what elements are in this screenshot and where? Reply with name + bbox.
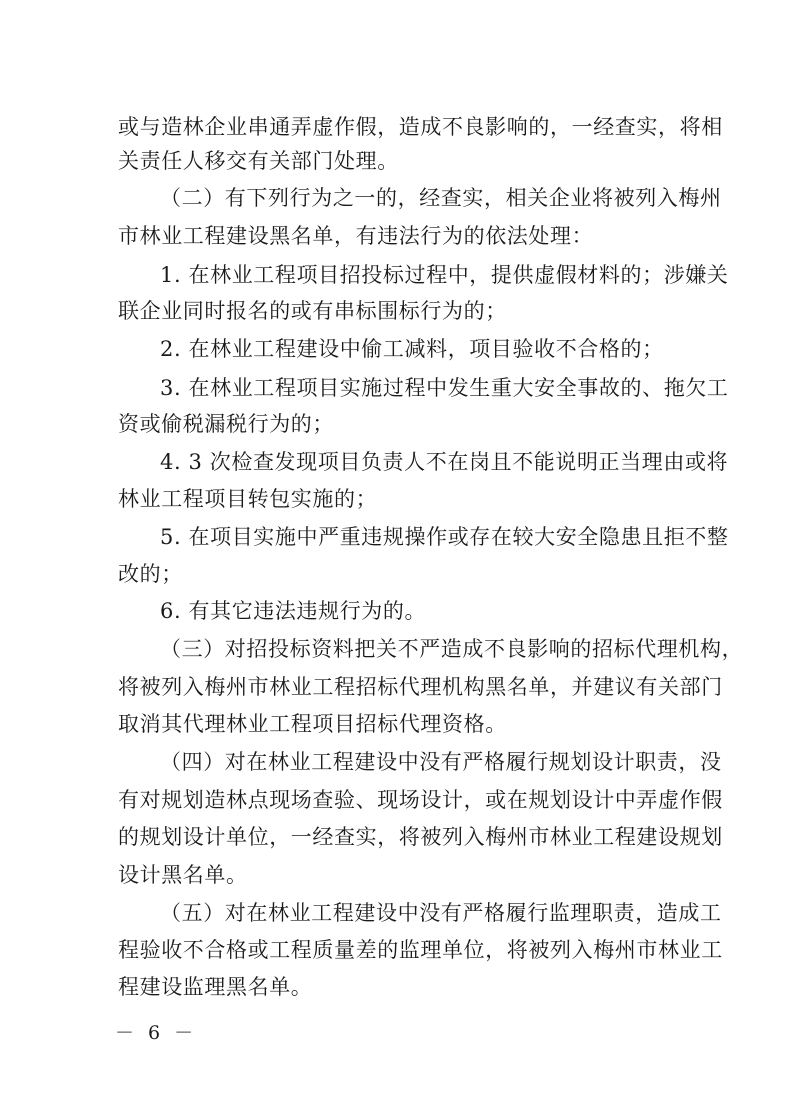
text-line: 林业工程项目转包实施的；: [118, 487, 378, 511]
text-line: （三）对招投标资料把关不严造成不良影响的招标代理机构，: [160, 637, 744, 661]
text-line: 联企业同时报名的或有串标围标行为的；: [118, 299, 507, 323]
text-line: 资或偷税漏税行为的；: [118, 412, 334, 436]
text-line: 市林业工程建设黑名单，有违法行为的依法处理：: [118, 224, 594, 248]
text-line: 取消其代理林业工程项目招标代理资格。: [118, 712, 507, 736]
text-line: 2. 在林业工程建设中偷工减料，项目验收不合格的；: [160, 337, 664, 361]
text-line: 5. 在项目实施中严重违规操作或存在较大安全隐患且拒不整: [160, 525, 729, 549]
text-line: 6. 有其它违法违规行为的。: [160, 599, 427, 623]
text-line: 的规划设计单位，一经查实，将被列入梅州市林业工程建设规划: [118, 825, 723, 849]
text-line: 有对规划造林点现场查验、现场设计，或在规划设计中弄虚作假: [118, 788, 723, 812]
text-line: 将被列入梅州市林业工程招标代理机构黑名单，并建议有关部门: [118, 675, 723, 699]
text-line: 程建设监理黑名单。: [118, 975, 313, 999]
text-line: 程验收不合格或工程质量差的监理单位，将被列入梅州市林业工: [118, 938, 723, 962]
text-line: 关责任人移交有关部门处理。: [118, 149, 399, 173]
text-line: 4. 3 次检查发现项目负责人不在岗且不能说明正当理由或将: [160, 450, 729, 474]
text-line: （四）对在林业工程建设中没有严格履行规划设计职责，没: [160, 750, 722, 774]
text-line: 或与造林企业串通弄虚作假，造成不良影响的，一经查实，将相: [118, 115, 723, 139]
text-line: 3. 在林业工程项目实施过程中发生重大安全事故的、拖欠工: [160, 376, 729, 400]
text-line: 1. 在林业工程项目招投标过程中，提供虚假材料的；涉嫌关: [160, 263, 729, 287]
text-line: （五）对在林业工程建设中没有严格履行监理职责，造成工: [160, 901, 722, 925]
text-line: （二）有下列行为之一的，经查实，相关企业将被列入梅州: [160, 186, 722, 210]
text-line: 改的；: [118, 562, 183, 586]
text-line: 设计黑名单。: [118, 863, 248, 887]
page-number: － 6 －: [115, 1022, 198, 1044]
